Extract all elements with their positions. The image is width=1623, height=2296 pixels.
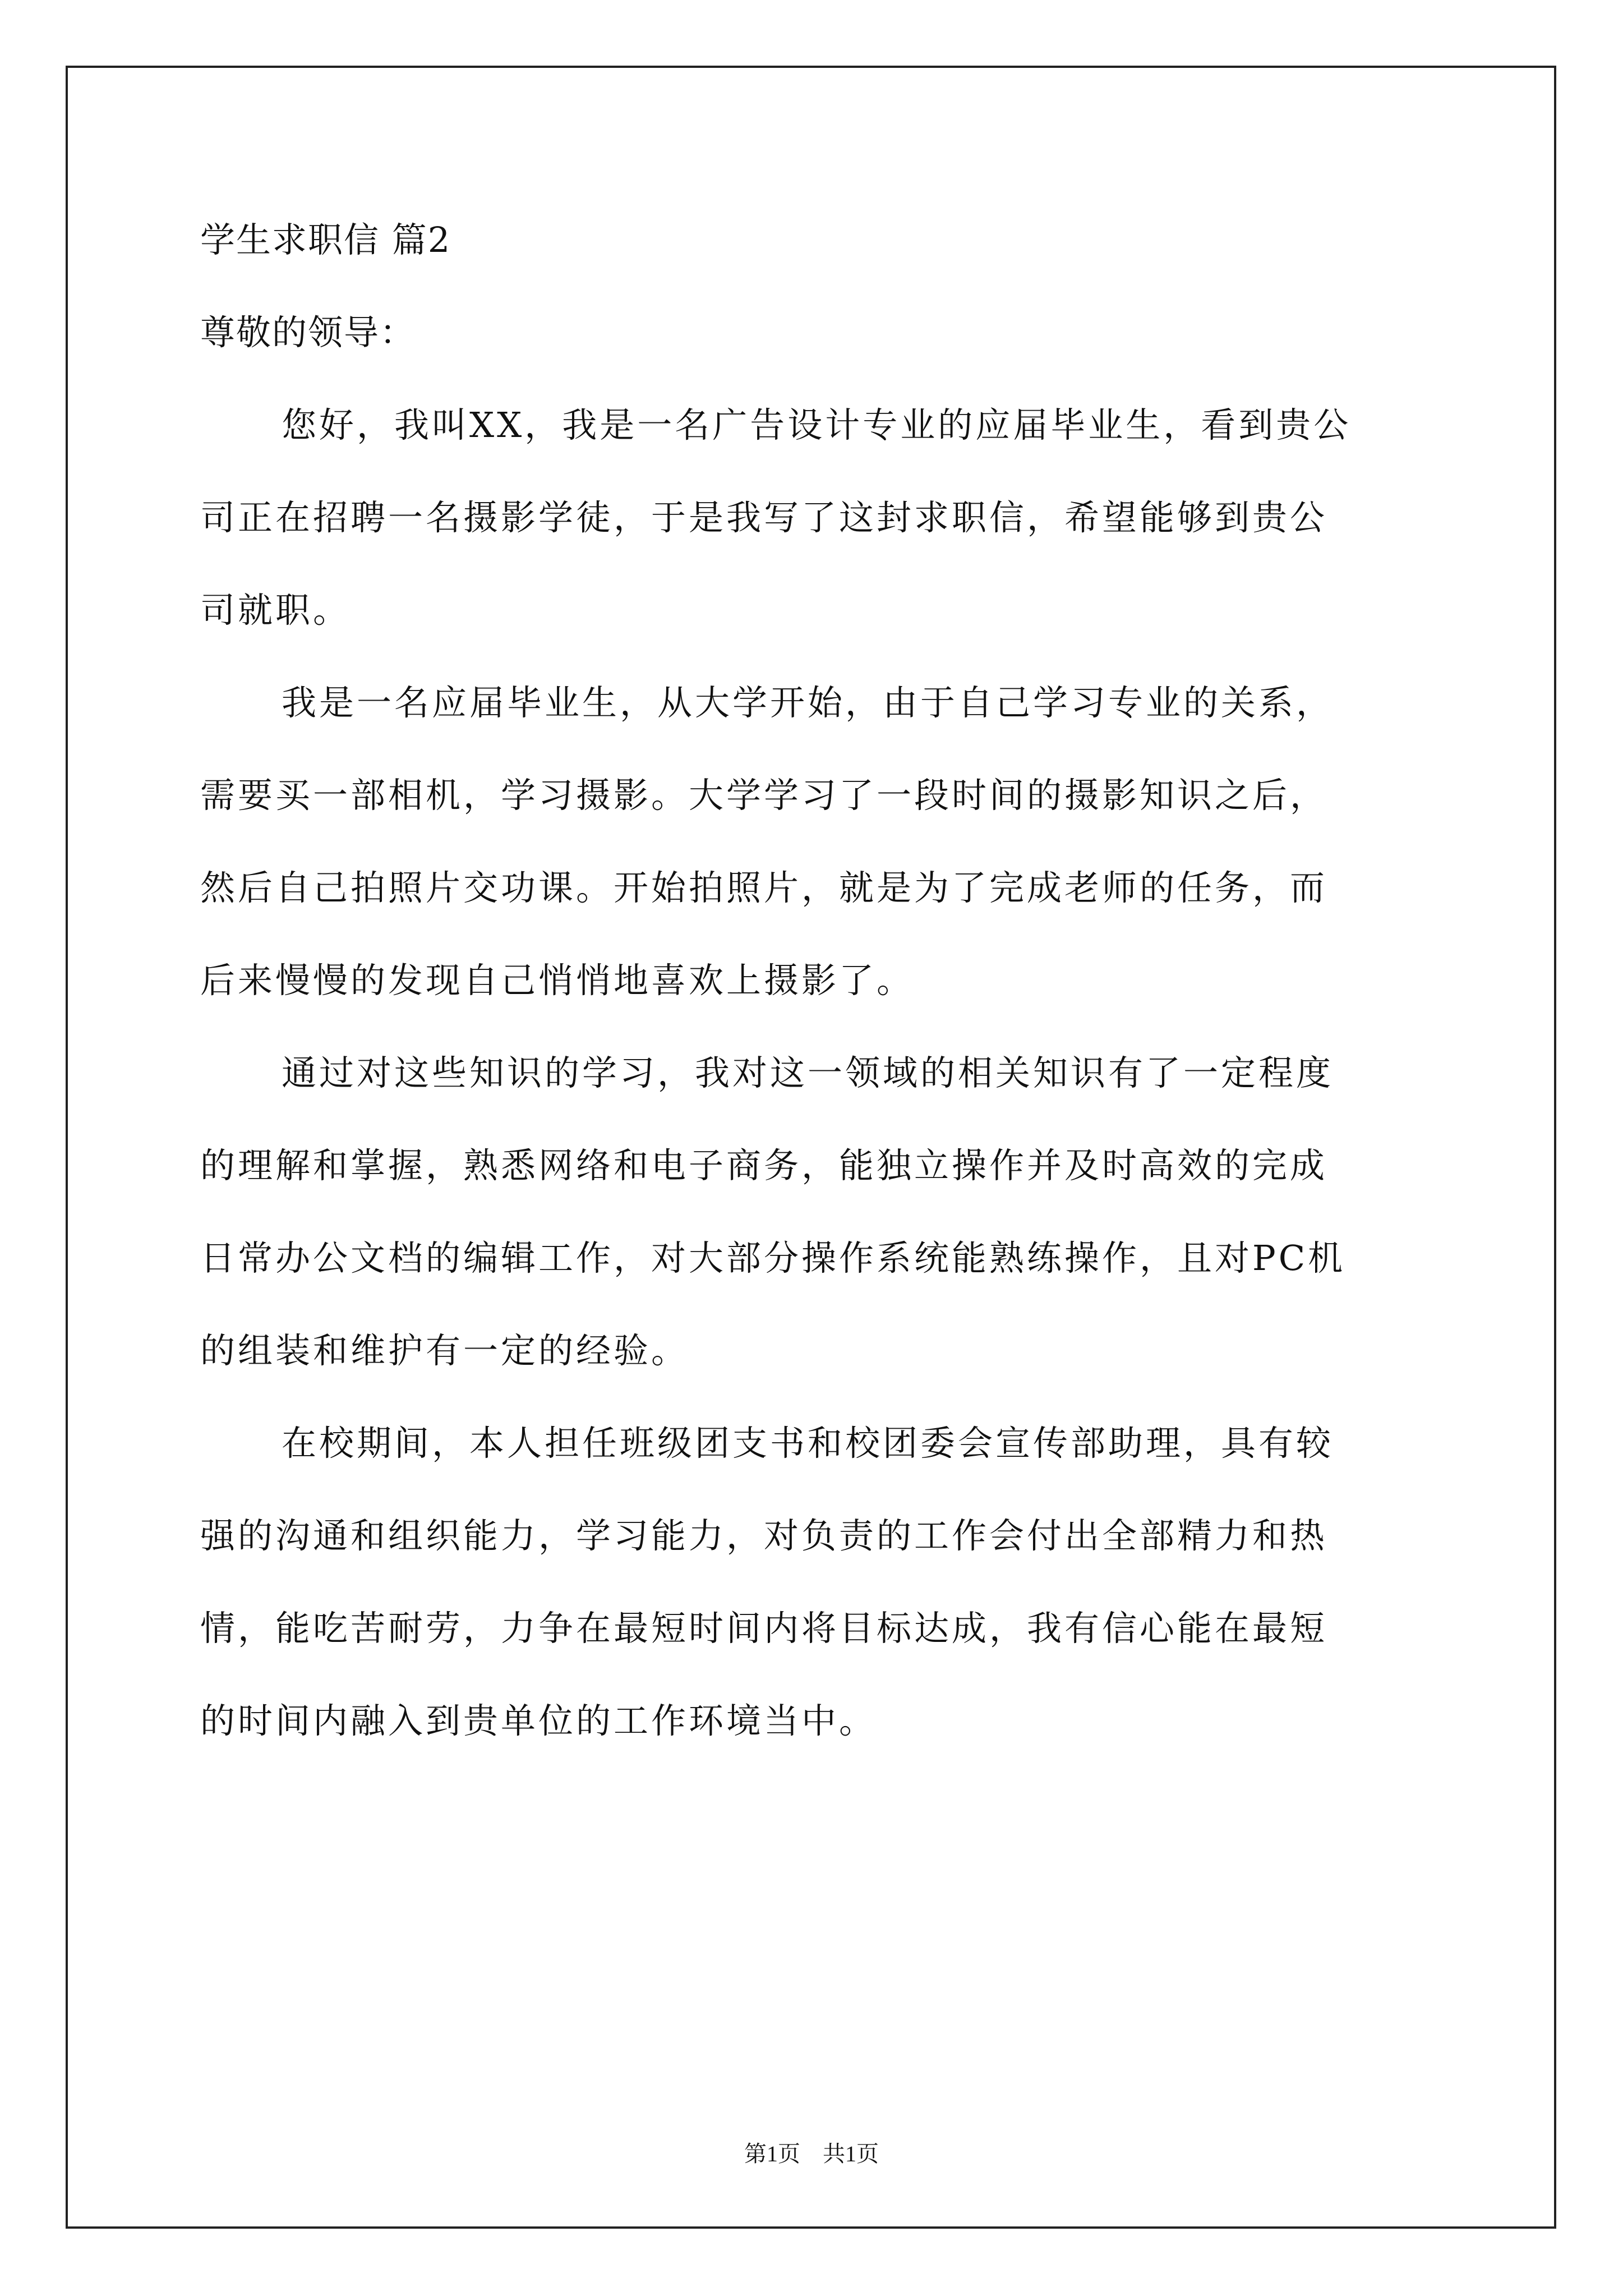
document-body xyxy=(200,208,1423,1753)
paragraph-line: 我是一名应届毕业生，从大学开始，由于自己学习专业的关系， xyxy=(282,682,1334,723)
paragraph-line: 情，能吃苦耐劳，力争在最短时间内将目标达成，我有信心能在最短 xyxy=(200,1608,1328,1649)
paragraph-line: 在校期间，本人担任班级团支书和校团委会宣传部助理，具有较 xyxy=(282,1423,1334,1464)
paragraph-3 xyxy=(200,1041,1423,1383)
paragraph-line: 司就职。 xyxy=(200,590,351,631)
paragraph-line: 的理解和掌握，熟悉网络和电子商务，能独立操作并及时高效的完成 xyxy=(200,1145,1328,1186)
paragraph-line: 司正在招聘一名摄影学徒，于是我写了这封求职信，希望能够到贵公 xyxy=(200,497,1328,538)
paragraph-line: 的时间内融入到贵单位的工作环境当中。 xyxy=(200,1700,877,1741)
paragraph-line: 需要买一部相机，学习摄影。大学学习了一段时间的摄影知识之后， xyxy=(200,775,1328,816)
paragraph-4 xyxy=(200,1411,1423,1753)
paragraph-2 xyxy=(200,670,1423,1013)
paragraph-line: 通过对这些知识的学习，我对这一领域的相关知识有了一定程度 xyxy=(282,1052,1334,1093)
paragraph-line: 的组装和维护有一定的经验。 xyxy=(200,1330,689,1371)
salutation: 尊敬的领导： xyxy=(200,312,416,353)
paragraph-line: 日常办公文档的编辑工作，对大部分操作系统能熟练操作，且对PC机 xyxy=(200,1237,1346,1278)
document-heading: 学生求职信 篇2 xyxy=(200,219,451,260)
paragraph-line: 强的沟通和组织能力，学习能力，对负责的工作会付出全部精力和热 xyxy=(200,1515,1328,1556)
page-number-footer: 第1页 共1页 xyxy=(744,2141,879,2166)
paragraph-line: 然后自己拍照片交功课。开始拍照片，就是为了完成老师的任务，而 xyxy=(200,867,1328,908)
paragraph-1 xyxy=(200,393,1423,642)
paragraph-line: 后来慢慢的发现自己悄悄地喜欢上摄影了。 xyxy=(200,960,915,1001)
paragraph-line: 您好，我叫XX，我是一名广告设计专业的应届毕业生，看到贵公 xyxy=(282,404,1352,445)
